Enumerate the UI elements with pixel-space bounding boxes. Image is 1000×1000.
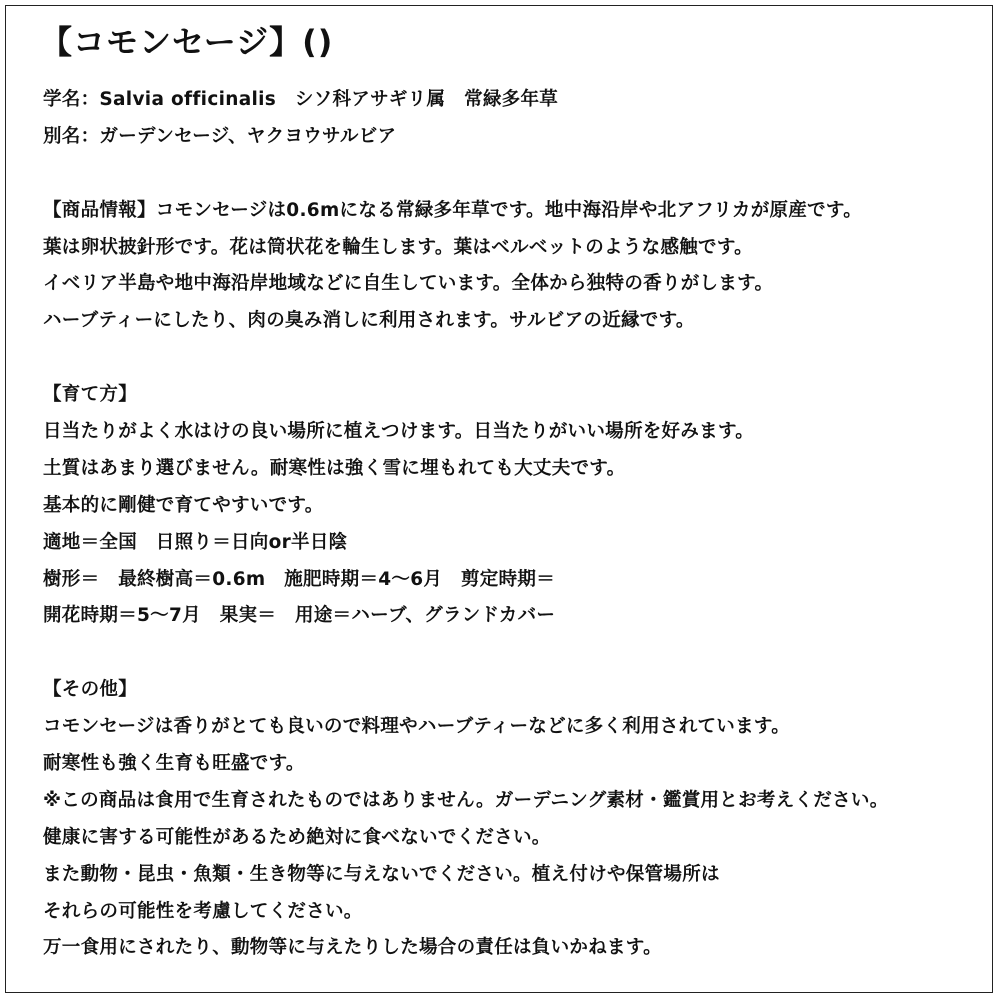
growing-line: 基本的に剛健で育てやすいです。	[43, 494, 324, 516]
other-line: 耐寒性も強く生育も旺盛です。	[43, 753, 305, 775]
alias-line: 別名：ガーデンセージ、ヤクヨウサルビア	[43, 125, 397, 147]
growing-line: 樹形＝ 最終樹高＝0.6m 施肥時期＝4～6月 剪定時期＝	[43, 568, 555, 590]
other-line: コモンセージは香りがとても良いので料理やハーブティーなどに多く利用されています。	[43, 716, 791, 738]
product-info-line: イベリア半島や地中海沿岸地域などに自生しています。全体から独特の香りがします。	[43, 273, 774, 295]
product-info-line: 葉は卵状披針形です。花は筒状花を輪生します。葉はベルベットのような感触です。	[43, 236, 753, 258]
page-title: 【コモンセージ】()	[40, 23, 334, 61]
warning-line: また動物・昆虫・魚類・生き物等に与えないでください。植え付けや保管場所は	[43, 863, 720, 885]
warning-line: 万一食用にされたり、動物等に与えたりした場合の責任は負いかねます。	[43, 937, 662, 959]
warning-line: それらの可能性を考慮してください。	[43, 900, 363, 922]
growing-heading: 【育て方】	[43, 384, 138, 406]
growing-line: 土質はあまり選びません。耐寒性は強く雪に埋もれても大丈夫です。	[43, 457, 626, 479]
warning-line: 健康に害する可能性があるため絶対に食べないでください。	[43, 826, 551, 848]
product-info-line: 【商品情報】コモンセージは0.6mになる常緑多年草です。地中海沿岸や北アフリカが原産です。	[43, 199, 863, 221]
growing-line: 日当たりがよく水はけの良い場所に植えつけます。日当たりがいい場所を好みます。	[43, 421, 755, 443]
warning-line: ※この商品は食用で生育されたものではありません。ガーデニング素材・鑑賞用とお考えください。	[43, 789, 889, 811]
description-body	[43, 82, 988, 967]
spacer	[43, 635, 988, 672]
growing-line: 開花時期＝5～7月 果実＝ 用途＝ハーブ、グランドカバー	[43, 605, 556, 627]
growing-line: 適地＝全国 日照り＝日向or半日陰	[43, 531, 348, 553]
other-heading: 【その他】	[43, 679, 138, 701]
scientific-name-line: 学名：Salvia officinalis シソ科アサギリ属 常緑多年草	[43, 89, 559, 110]
product-info-line: ハーブティーにしたり、肉の臭み消しに利用されます。サルビアの近縁です。	[43, 310, 695, 332]
spacer	[43, 156, 988, 193]
spacer	[43, 340, 988, 377]
